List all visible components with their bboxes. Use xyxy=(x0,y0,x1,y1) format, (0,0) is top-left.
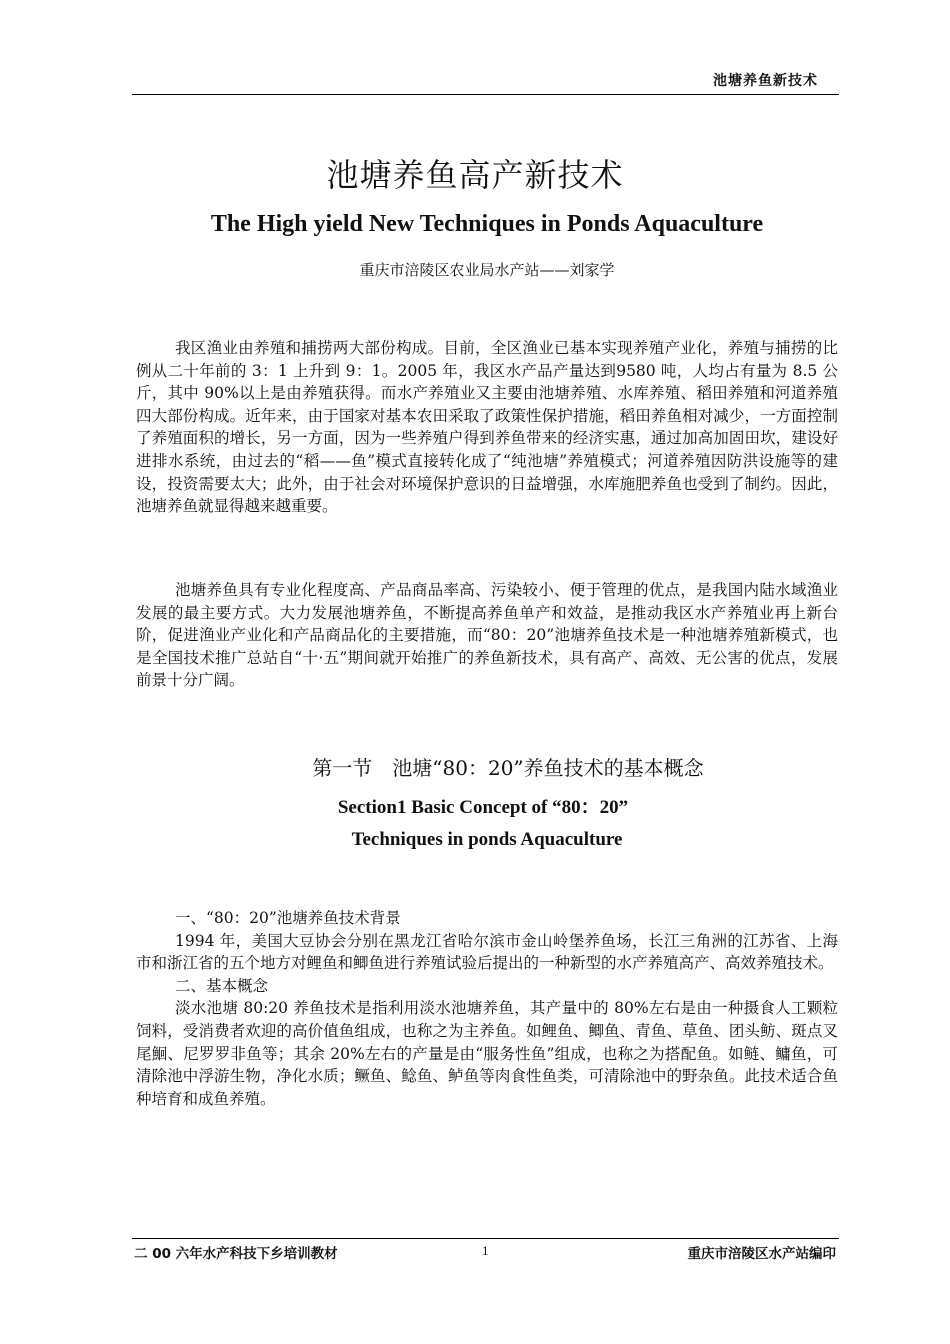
section-1-heading-chinese: 第一节 池塘“80：20”养鱼技术的基本概念 xyxy=(312,756,704,780)
document-title-english: The High yield New Techniques in Ponds Aquaculture xyxy=(210,211,764,237)
section-1-heading-english-line-1: Section1 Basic Concept of “80：20” xyxy=(337,797,629,818)
running-header-title: 池塘养鱼新技术 xyxy=(713,73,818,89)
subsection-1-text: 1994 年，美国大豆协会分别在黑龙江省哈尔滨市金山岭堡养鱼场，长江三角洲的江苏省、上海市和浙江省的五个地方对鲤鱼和鲫鱼进行养殖试验后提出的一种新型的水产养殖高产、高效养殖技术。 xyxy=(136,931,838,973)
header-rule xyxy=(132,94,839,95)
footer-right-text: 重庆市涪陵区水产站编印 xyxy=(687,1246,836,1262)
section-1-body xyxy=(136,907,838,1110)
intro-paragraph-1-block xyxy=(136,337,838,518)
subsection-2-heading: 二、基本概念 xyxy=(175,976,269,995)
document-title-chinese: 池塘养鱼高产新技术 xyxy=(326,156,624,194)
footer-left-text: 二 00 六年水产科技下乡培训教材 xyxy=(134,1246,338,1262)
footer-rule xyxy=(132,1238,839,1239)
subsection-2-text: 淡水池塘 80:20 养鱼技术是指利用淡水池塘养鱼，其产量中的 80%左右是由一种摄食人工颗粒饲料，受消费者欢迎的高价值鱼组成，也称之为主养鱼。如鲤鱼、鲫鱼、青鱼、草鱼、团头鲂、斑点叉尾鮰、尼罗罗非鱼等；其余 20%左右的产量是由“服务性鱼”组成，也称之为搭配鱼。如鲢、鳙鱼，可清除池中浮游生物，净化水质；鳜鱼、鲶鱼、鲈鱼等肉食性鱼类，可清除池中的野杂鱼。此技术适合鱼种培育和成鱼养殖。 xyxy=(136,999,838,1108)
intro-paragraph-2-block xyxy=(136,579,838,692)
intro-paragraph-2: 池塘养鱼具有专业化程度高、产品商品率高、污染较小、便于管理的优点，是我国内陆水域渔业发展的最主要方式。大力发展池塘养鱼，不断提高养鱼单产和效益，是推动我区水产养殖业再上新台阶，促进渔业产业化和产品商品化的主要措施，而“80：20”池塘养鱼技术是一种池塘养殖新模式，也是全国技术推广总站自“十·五”期间就开始推广的养鱼新技术，具有高产、高效、无公害的优点，发展前景十分广阔。 xyxy=(136,581,838,690)
section-1-heading-english-line-2: Techniques in ponds Aquaculture xyxy=(351,829,623,850)
page-footer xyxy=(134,1242,836,1262)
intro-paragraph-1: 我区渔业由养殖和捕捞两大部份构成。目前，全区渔业已基本实现养殖产业化，养殖与捕捞的比例从二十年前的 3：1 上升到 9：1。2005 年，我区水产品产量达到9580 吨，人均占有量为 8.5 公斤，其中 90%以上是由养殖获得。而水产养殖业又主要由池塘养殖、水库养殖、稻田养殖和河道养殖四大部份构成。近年来，由于国家对基本农田采取了政策性保护措施，稻田养鱼相对减少，一方面控制了养殖面积的增长，另一方面，因为一些养殖户得到养鱼带来的经济实惠，通过加高加固田坎，建设好进排水系统，由过去的“稻——鱼”模式直接转化成了“纯池塘”养殖模式；河道养殖因防洪设施等的建设，投资需要太大；此外，由于社会对环境保护意识的日益增强，水库施肥养鱼也受到了制约。因此，池塘养鱼就显得越来越重要。 xyxy=(136,339,838,516)
author-line: 重庆市涪陵区农业局水产站——刘家学 xyxy=(359,261,615,279)
page-number: 1 xyxy=(482,1243,489,1258)
subsection-1-heading: 一、“80：20”池塘养鱼技术背景 xyxy=(175,909,401,927)
